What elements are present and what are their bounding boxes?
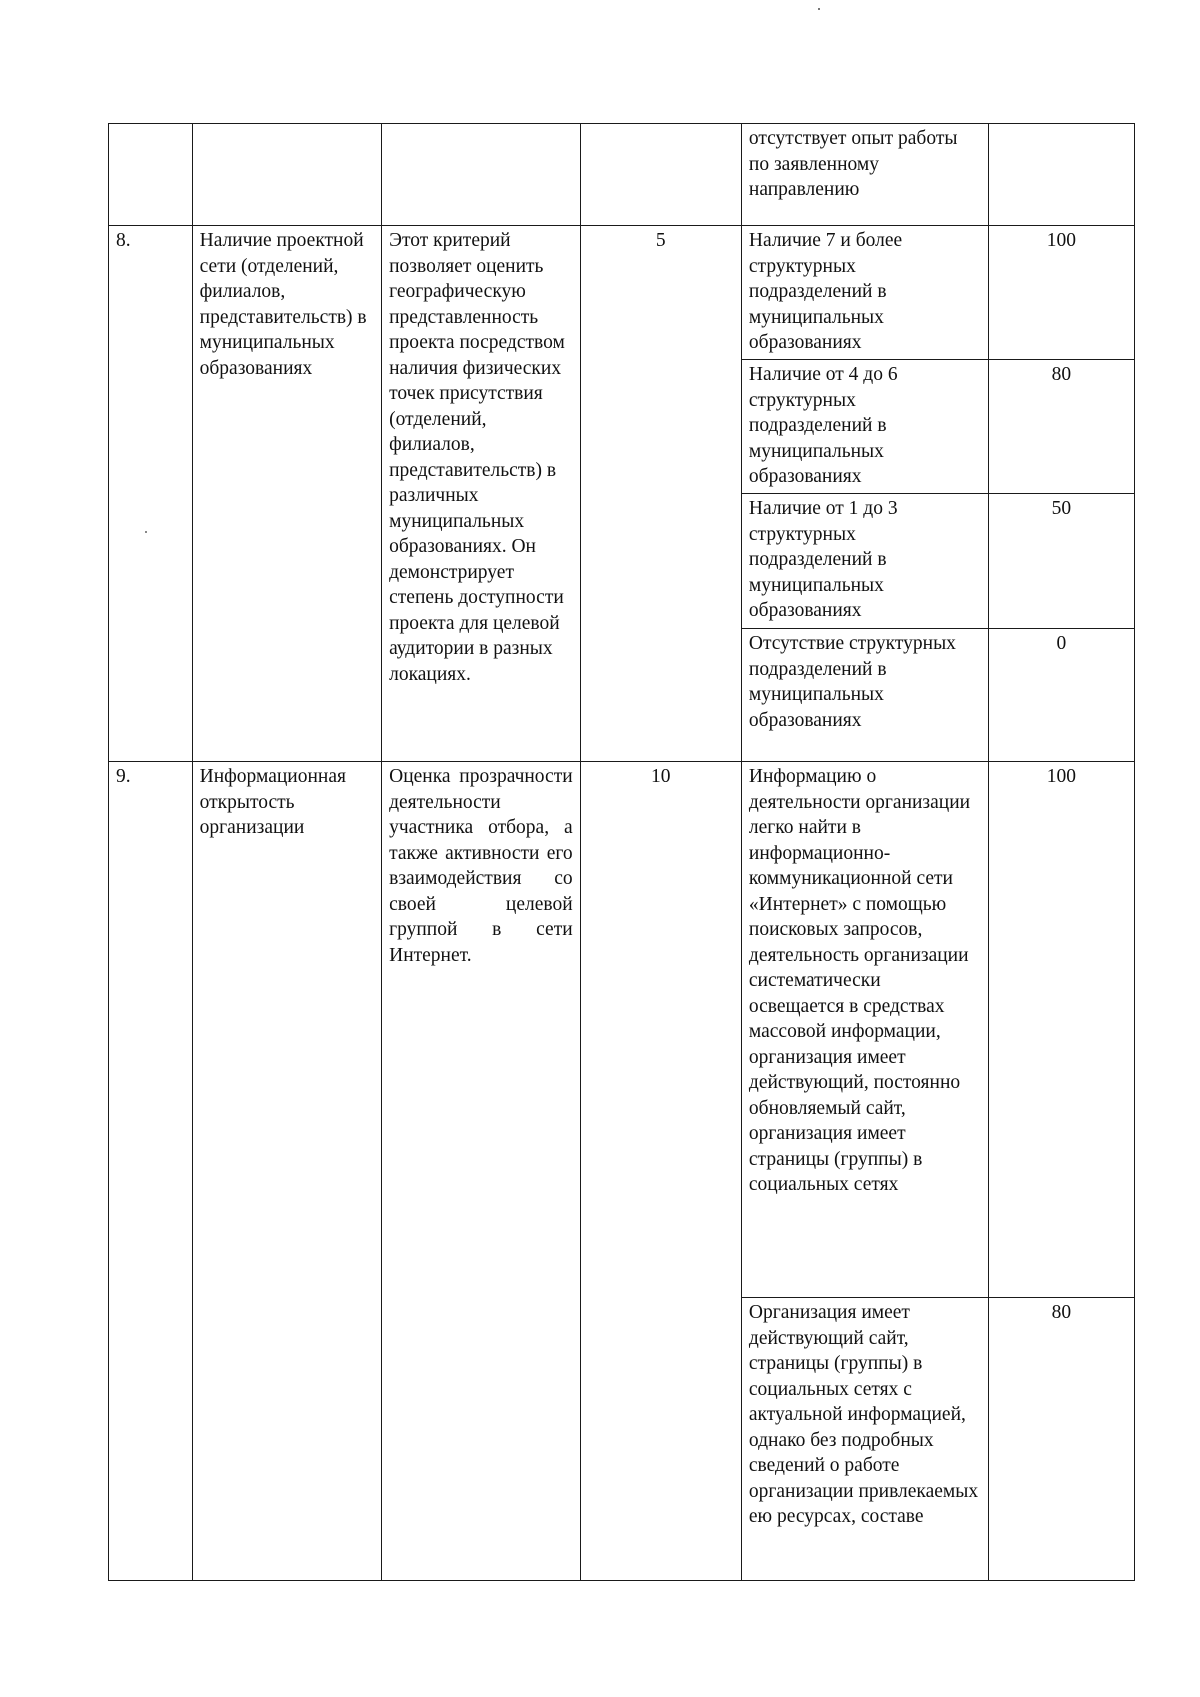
level-score: 50 [988,494,1134,629]
scan-speck [818,8,820,10]
cell-description [382,124,581,226]
criterion-description: Этот критерий позволяет оценить географическую представленность проекта посредством наличия физических точек присутствия (отделений, филиалов, представительств) в различных муниципальных образованиях. Он демонстрирует степень доступности проекта для целевой аудитории в разных локациях. [382,226,581,762]
level-score: 100 [988,762,1134,1298]
criterion-weight: 10 [580,762,741,1581]
level-condition: Информацию о деятельности организации легко найти в информационно-коммуникационной сети «Интернет» с помощью поисковых запросов, деятельность организации систематически освещается в средствах массовой информации, организация имеет действующий, постоянно обновляемый сайт, организация имеет страницы (группы) в социальных сетях [741,762,988,1298]
criterion-description: Оценка прозрачности деятельности участника отбора, а также активности его взаимодействия со своей целевой группой в сети Интернет. [382,762,581,1581]
criterion-name: Информационная открытость организации [192,762,381,1581]
criteria-table [108,123,1135,1581]
table-row-criterion-8 [109,226,1135,360]
table-row-criterion-9 [109,762,1135,1298]
level-condition: Отсутствие структурных подразделений в муниципальных образованиях [741,629,988,762]
criterion-name: Наличие проектной сети (отделений, филиалов, представительств) в муниципальных образованиях [192,226,381,762]
level-score: 100 [988,226,1134,360]
level-condition: Организация имеет действующий сайт, страницы (группы) в социальных сетях с актуальной информацией, однако без подробных сведений о работе организации привлекаемых ею ресурсах, составе [741,1298,988,1581]
criterion-number: 8. [109,226,193,762]
level-score: 80 [988,1298,1134,1581]
cell-num [109,124,193,226]
level-score: 0 [988,629,1134,762]
cell-condition: отсутствует опыт работы по заявленному направлению [741,124,988,226]
criterion-weight: 5 [580,226,741,762]
criterion-number: 9. [109,762,193,1581]
cell-score [988,124,1134,226]
level-condition: Наличие от 1 до 3 структурных подразделений в муниципальных образованиях [741,494,988,629]
level-condition: Наличие от 4 до 6 структурных подразделений в муниципальных образованиях [741,360,988,494]
level-score: 80 [988,360,1134,494]
table-row-continuation [109,124,1135,226]
cell-name [192,124,381,226]
level-condition: Наличие 7 и более структурных подразделений в муниципальных образованиях [741,226,988,360]
cell-weight [580,124,741,226]
